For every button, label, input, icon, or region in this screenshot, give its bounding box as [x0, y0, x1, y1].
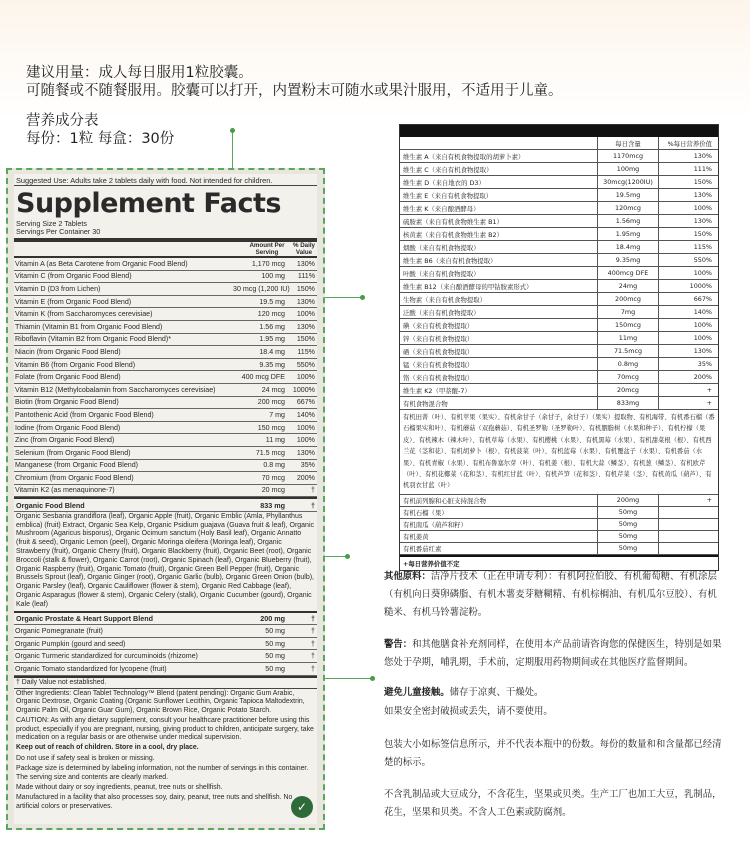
nutrient-dv: 150%	[693, 230, 712, 238]
warning-text: 和其他膳食补充剂同样，在使用本产品前请咨询您的保健医生，特别是如果您处于孕期，哺乳期，手术前，定期服用药物期间或在其他医疗监督期间。	[384, 639, 722, 668]
table-row	[400, 202, 718, 215]
nutrient-amount: 50 mg	[265, 652, 285, 661]
made-without-text: Made without dairy or soy ingredients, peanut, tree nuts or shellfish.	[16, 784, 223, 792]
keep-out-text: Keep out of reach of children. Store in a cool, dry place.	[16, 744, 199, 752]
nutrient-amount: 7 mg	[269, 410, 285, 419]
nutrient-amount: 9.35mg	[598, 254, 659, 266]
nutrient-dv: 140%	[296, 410, 315, 419]
other-ingredients: Other Ingredients: Clean Tablet Technology™ Blend (patent pending): Organic Gum Arabic, Organic Dextrose, Organic Coating (Organic Sunflower Lecithin, Organic Tapioca Maltodextrin, Organic Palm Oil, Organic Guar Gum), Organic Brown Rice, Organic Potato Starch.	[14, 688, 317, 716]
table-top-bar	[400, 125, 718, 137]
nutrient-dv: †	[311, 627, 315, 636]
nutrient-name: Organic Pomegranate (fruit)	[15, 627, 103, 636]
nutrient-name: Pantothenic Acid (from Organic Food Blend)	[15, 410, 154, 419]
serving-size: Serving Size 2 Tablets	[16, 219, 87, 228]
nutrient-amount: 71.5mcg	[598, 345, 659, 357]
serving-info: 每份：1粒 每盒：30份	[26, 131, 175, 147]
nutrient-amount: 50 mg	[265, 664, 285, 673]
nutrient-name: 有机食物混合物	[400, 397, 598, 409]
nutrient-name: 泛酸（来自有机食物提取）	[400, 306, 598, 318]
nutrient-name: Organic Tomato standardized for lycopene (fruit)	[15, 664, 167, 673]
nutrient-amount: 20 mcg	[261, 486, 285, 495]
nutrient-dv: 1000%	[689, 282, 712, 290]
supplement-label-photo	[6, 168, 325, 830]
nutrient-dv: 100%	[693, 204, 712, 212]
nutrient-name: Vitamin K (from Saccharomyces cerevisiae)	[15, 310, 153, 319]
nutrient-name: 生物素（来自有机食物提取）	[400, 293, 598, 305]
nutrient-amount: 1.56 mg	[259, 322, 285, 331]
table-row	[400, 306, 718, 319]
supplement-facts-title: Supplement Facts	[16, 188, 281, 219]
table-sub-rows	[400, 495, 718, 555]
food-blend-ingredients: Organic Sesbania grandiflora (leaf), Organic Apple (fruit), Organic Emblic (Amla, Phyllanthus emblica) (fruit) Extract, Organic Sea Kelp, Organic Psidium guajava (Guava fruit & leaf), Organic Mushroom (Agaricus bisporus), Organic Ocimum sanctum (Holy Basil leaf), Organic Annatto (fruit & seed), Organic Lemon (peel), Organic Moringa oleifera (Moringa leaf), Organic Strawberry (fruit), Organic Cherry (fruit), Organic Blackberry (fruit), Organic Beet (root), Organic Broccoli (stalk & flower), Organic Carrot (root), Organic Spinach (leaf), Organic Blueberry (fruit), Organic Raspberry (fruit), Organic Tomato (fruit), Organic Green Bell Pepper (fruit), Organic Brussels Sprout (leaf), Organic Ginger (root), Organic Garlic (bulb), Organic Green Onion (bulb), Organic Parsley (leaf), Organic Cauliflower (flower & stem), Organic Red Cabbage (leaf), Organic Asparagus (flower & stem), Organic Celery (stalk), Organic Cucumber (gourd), Organic Kale (leaf)	[16, 512, 315, 608]
table-row	[14, 271, 317, 284]
nutrient-name: 烟酸（来自有机食物提取）	[400, 241, 598, 253]
nutrient-dv: +	[706, 399, 712, 407]
nutrient-dv: 667%	[296, 398, 315, 407]
nutrient-dv: 35%	[697, 360, 712, 368]
nutrient-dv: 111%	[693, 165, 712, 173]
food-blend-row	[14, 497, 317, 512]
table-row	[400, 345, 718, 358]
table-row	[400, 384, 718, 397]
nutrient-name: Chromium (from Organic Food Blend)	[15, 473, 134, 482]
table-row	[400, 189, 718, 202]
nutrient-name: 锌（来自有机食物提取）	[400, 332, 598, 344]
nutrient-dv: 100%	[296, 373, 315, 382]
nutrient-dv: 667%	[693, 295, 712, 303]
nutrient-amount: 71.5 mcg	[255, 448, 285, 457]
nutrient-name: 有机姜黄	[400, 531, 598, 542]
nutrient-name: 维生素 K2（甲萘醌-7）	[400, 384, 598, 396]
nutrient-amount: 120 mcg	[257, 310, 285, 319]
table-row	[14, 346, 317, 359]
nutrient-amount: 0.8mg	[598, 358, 659, 370]
nutrient-name: 铬（来自有机食物提取）	[400, 371, 598, 383]
package-paragraph: 包装大小如标签信息所示，并不代表本瓶中的份数。每份的数量和和含量都已经清楚的标示。	[384, 739, 722, 768]
table-row	[14, 638, 317, 651]
nutrient-dv: 150%	[693, 178, 712, 186]
nutrient-amount: 1.95mg	[598, 228, 659, 240]
nutrient-dv: 550%	[693, 256, 712, 264]
table-row	[14, 422, 317, 435]
nutrient-amount: 11 mg	[265, 436, 285, 445]
nutrient-name: 维生素 B12（来自酿酒酵母的甲钴胺素形式）	[400, 280, 598, 292]
caution-text: CAUTION: As with any dietary supplement, consult your healthcare practitioner before using this product, especially if you are pregnant, nursing, giving product to children, anticipate surgery, take medication on a regular basis or are otherwise under medical supervision.	[16, 717, 314, 742]
supplement-facts-panel	[14, 174, 317, 824]
table-row	[14, 359, 317, 372]
table-row	[14, 472, 317, 485]
nutrient-name: 锰（来自有机食物提取）	[400, 358, 598, 370]
nutrient-dv: 130%	[693, 191, 712, 199]
food-blend-amount: 833 mg	[260, 500, 285, 510]
food-blend-name: Organic Food Blend	[16, 500, 85, 510]
table-row	[14, 409, 317, 422]
nutrient-name: Vitamin C (from Organic Food Blend)	[15, 272, 132, 281]
nutrient-name: Organic Turmeric standardized for curcuminoids (rhizome)	[15, 652, 198, 661]
nutrient-dv: +	[706, 386, 712, 394]
table-row	[14, 625, 317, 638]
nutrient-name: 维生素 K（来自酿酒酵母）	[400, 202, 598, 214]
storage-text: 储存于凉爽、干燥处。	[449, 687, 544, 698]
nutrient-name: Vitamin B12 (Methylcobalamin from Saccharomyces cerevisiae)	[15, 385, 216, 394]
nutrient-name: 维生素 B6（来自有机食物提取）	[400, 254, 598, 266]
nutrient-name: 有机南瓜（葫芦和籽）	[400, 519, 598, 530]
nutrient-dv: †	[311, 652, 315, 661]
other-ingredients-text: 洁净片技术（正在申请专利）：有机阿拉伯胶、有机葡萄糖、有机涂层（有机向日葵卵磷脂、有机木薯麦芽糖糊精、有机棕榈油、有机瓜尔豆胶）、有机糙米、有机马铃薯淀粉。	[384, 571, 717, 618]
nutrient-dv: 200%	[296, 473, 315, 482]
nutrient-name: Folate (from Organic Food Blend)	[15, 373, 121, 382]
connector-dot	[360, 295, 365, 300]
table-rows	[400, 150, 718, 410]
amount-header: 每日含量	[598, 137, 659, 149]
nutrient-amount: 150mcg	[598, 319, 659, 331]
nutrient-dv: 150%	[296, 284, 315, 293]
nutrient-dv: 100%	[693, 321, 712, 329]
table-row	[400, 319, 718, 332]
table-row	[400, 543, 718, 555]
usage-line-2: 可随餐或不随餐服用。胶囊可以打开，内置粉末可随水或果汁服用，不适用于儿童。	[26, 83, 563, 99]
table-row	[400, 332, 718, 345]
table-row	[400, 495, 718, 507]
prostate-blend-name: Organic Prostate & Heart Support Blend	[16, 613, 153, 623]
label-table-header	[14, 242, 317, 258]
table-row	[14, 296, 317, 309]
nutrient-dv: 130%	[296, 448, 315, 457]
table-row	[14, 460, 317, 473]
nutrition-title: 营养成分表	[26, 113, 99, 129]
nutrient-dv: 130%	[693, 152, 712, 160]
nutrient-dv: 130%	[296, 259, 315, 268]
nutrient-name: 硫胺素（来自有机食物维生素 B1）	[400, 215, 598, 227]
nutrient-amount: 50 mg	[265, 627, 285, 636]
nutrient-amount: 150 mcg	[257, 423, 285, 432]
food-mix-ingredients: 有机田菁（叶）、有机苹果（果实）、有机余甘子（余甘子，余甘子）（果实）提取物、有机海带、有机番石榴（番石榴果实和叶）、有机蘑菇（双孢蘑菇）、有机圣罗勒（圣罗勒叶）、有机胭脂树（水果和种子）、有机柠檬（果皮）、有机辣木（辣木叶）、有机草莓（水果）、有机樱桃（水果）、有机黑莓（水果）、有机甜菜根（根）、有机西兰花（茎和花）、有机胡萝卜（根）、有机菠菜（叶）、有机蓝莓（水果）、有机覆盆子（水果）、有机番茄（水果）、有机青椒（水果）、有机布鲁塞尔芽（叶）、有机姜（根）、有机大蒜（鳞茎）、有机葱（鳞茎）、有机欧芹（叶）、有机花椰菜（花和茎）、有机红甘蓝（叶）、有机芦笋（花和茎）、有机芹菜（茎）、有机黄瓜（葫芦）、有机羽衣甘蓝（叶）	[400, 410, 718, 495]
table-row	[400, 397, 718, 410]
nutrient-name: 叶酸（来自有机食物提取）	[400, 267, 598, 279]
nutrient-name: Thiamin (Vitamin B1 from Organic Food Blend)	[15, 322, 163, 331]
nutrient-name: Iodine (from Organic Food Blend)	[15, 423, 121, 432]
chinese-nutrition-table	[399, 124, 719, 571]
prostate-blend-dv: †	[311, 613, 315, 623]
nutrient-amount: 400mcg DFE	[598, 267, 659, 279]
warning-label: 警告：	[384, 639, 413, 650]
table-row	[400, 254, 718, 267]
table-row	[14, 434, 317, 447]
nutrient-name: 硒（来自有机食物提取）	[400, 345, 598, 357]
prostate-blend-rows	[14, 625, 317, 675]
other-ingredients-paragraph	[384, 568, 724, 622]
usage-line-1: 建议用量：成人每日服用1粒胶囊。	[26, 65, 253, 81]
nutrient-amount: 50mg	[598, 531, 659, 542]
table-row	[14, 283, 317, 296]
nutrient-name: Biotin (from Organic Food Blend)	[15, 398, 119, 407]
nutrient-name: Vitamin D (D3 from Lichen)	[15, 284, 101, 293]
prostate-blend-row	[14, 611, 317, 626]
table-row	[400, 293, 718, 306]
nutrient-name: 维生素 C（来自有机食物提取）	[400, 163, 598, 175]
nutrient-amount: 7mg	[598, 306, 659, 318]
nutrient-name: Vitamin A (as Beta Carotene from Organic Food Blend)	[15, 259, 188, 268]
nutrient-dv: 550%	[296, 360, 315, 369]
nutrient-amount: 1.95 mg	[259, 335, 285, 344]
table-row	[400, 176, 718, 189]
nutrient-amount: 18.4 mg	[259, 347, 285, 356]
table-row	[400, 228, 718, 241]
table-footnote: +每日营养价值不定	[400, 555, 718, 570]
nutrient-name: Manganese (from Organic Food Blend)	[15, 461, 139, 470]
nutrient-dv: 115%	[693, 243, 712, 251]
nutrient-dv: 150%	[296, 335, 315, 344]
nutrient-amount: 50mg	[598, 519, 659, 530]
nutrient-dv: 100%	[693, 334, 712, 342]
nutrient-amount: 18.4mg	[598, 241, 659, 253]
nutrient-name: 有机石榴（果）	[400, 507, 598, 518]
dv-header: %每日营养价值	[667, 139, 712, 148]
table-row	[400, 507, 718, 519]
seal-text: Do not use if safety seal is broken or missing.	[16, 754, 155, 762]
nutrient-name: 碘（来自有机食物提取）	[400, 319, 598, 331]
nutrient-name: 有机前列腺和心脏支持混合物	[400, 495, 598, 506]
food-blend-dv: †	[311, 500, 315, 510]
allergen-paragraph: 不含乳制品或大豆成分，不含花生，坚果或贝类。生产工厂也加工大豆，乳制品，花生，坚果和贝类。不含人工色素或防腐剂。	[384, 789, 722, 818]
nutrient-dv: †	[311, 486, 315, 495]
nutrient-amount: 200 mcg	[257, 398, 285, 407]
table-row	[14, 321, 317, 334]
table-row	[14, 308, 317, 321]
nutrient-amount: 30mcg(1200IU)	[598, 176, 659, 188]
nutrient-name: 有机番茄红素	[400, 543, 598, 554]
nutrient-dv: 100%	[296, 310, 315, 319]
connector-dot	[345, 554, 350, 559]
storage-paragraph	[384, 684, 724, 702]
nutrient-name: Zinc (from Organic Food Blend)	[15, 436, 115, 445]
table-row	[14, 650, 317, 663]
nutrient-amount: 11mg	[598, 332, 659, 344]
nutrient-amount: 1.56mg	[598, 215, 659, 227]
nutrient-amount: 9.35 mg	[259, 360, 285, 369]
table-row	[14, 371, 317, 384]
nutrient-amount: 70mcg	[598, 371, 659, 383]
nutrient-dv: 35%	[300, 461, 315, 470]
suggested-use: Suggested Use: Adults take 2 tablets daily with food. Not intended for children.	[14, 174, 317, 186]
other-ingredients-label: 其他原料：	[384, 571, 431, 582]
table-row	[14, 397, 317, 410]
nutrient-dv: 100%	[693, 269, 712, 277]
nutrient-dv: 130%	[296, 297, 315, 306]
table-row	[400, 163, 718, 176]
nutrient-name: Niacin (from Organic Food Blend)	[15, 347, 121, 356]
table-row	[400, 519, 718, 531]
dv-note: † Daily Value not established.	[14, 676, 317, 688]
warning-paragraph	[384, 636, 724, 672]
nutrient-dv: 140%	[693, 308, 712, 316]
nutrient-amount: 120mcg	[598, 202, 659, 214]
connector-dot	[370, 676, 375, 681]
nutrient-name: 核黄素（来自有机食物维生素 B2）	[400, 228, 598, 240]
table-row	[14, 258, 317, 271]
nutrient-dv: 130%	[693, 347, 712, 355]
nutrient-dv: 100%	[296, 423, 315, 432]
table-row	[14, 447, 317, 460]
usage-instructions	[26, 64, 563, 100]
table-row	[400, 241, 718, 254]
children-label: 避免儿童接触。	[384, 687, 450, 698]
nutrient-dv: †	[311, 639, 315, 648]
nutrient-amount: 50 mg	[265, 639, 285, 648]
nutrient-dv: 115%	[297, 347, 315, 356]
table-row	[400, 215, 718, 228]
nutrient-name: Vitamin B6 (from Organic Food Blend)	[15, 360, 136, 369]
nutrient-dv: 1000%	[292, 385, 315, 394]
nutrient-amount: 400 mcg DFE	[241, 373, 285, 382]
nutrient-amount: 20mcg	[598, 384, 659, 396]
nutrient-dv: 200%	[693, 373, 712, 381]
nutrient-dv: +	[706, 496, 712, 505]
nutrition-heading	[26, 112, 174, 148]
nutrient-name: Vitamin K2 (as menaquinone-7)	[15, 486, 115, 495]
nutrient-amount: 19.5 mg	[259, 297, 285, 306]
nutrient-amount: 200mg	[598, 495, 659, 506]
table-row	[400, 280, 718, 293]
nutrient-name: Selenium (from Organic Food Blend)	[15, 448, 131, 457]
nutrient-amount: 24 mcg	[261, 385, 285, 394]
nutrient-amount: 200mcg	[598, 293, 659, 305]
table-row	[14, 663, 317, 676]
servings-per-container: Servings Per Container 30	[16, 227, 101, 236]
nutrient-dv: 130%	[693, 217, 712, 225]
dv-header: % Daily Value	[292, 242, 315, 256]
table-row	[400, 267, 718, 280]
nutrient-amount: 19.5mg	[598, 189, 659, 201]
table-row	[400, 150, 718, 163]
nutrient-dv: 130%	[296, 322, 315, 331]
nutrient-amount: 70 mcg	[261, 473, 285, 482]
seal-paragraph: 如果安全密封破损或丢失，请不要使用。	[384, 706, 553, 717]
facility-text: Manufactured in a facility that also processes soy, dairy, peanut, tree nuts and shellfish. No artificial colors or preservatives.	[16, 794, 293, 810]
nutrient-name: Organic Pumpkin (gourd and seed)	[15, 639, 126, 648]
nutrient-dv: 111%	[297, 272, 315, 281]
table-row	[400, 531, 718, 543]
table-row	[14, 485, 317, 498]
serving-block	[14, 220, 317, 242]
nutrient-amount: 30 mcg (1,200 IU)	[233, 284, 290, 293]
vegetarian-badge-icon: ✓	[291, 796, 313, 818]
nutrient-amount: 1170mcg	[598, 150, 659, 162]
nutrient-name: 维生素 D（来自地衣的 D3）	[400, 176, 598, 188]
nutrient-name: 维生素 A（来自有机食物提取的胡萝卜素）	[400, 150, 598, 162]
amount-header: Amount Per Serving	[249, 242, 285, 256]
nutrient-dv: †	[311, 664, 315, 673]
nutrient-amount: 1,170 mcg	[251, 259, 285, 268]
nutrient-amount: 24mg	[598, 280, 659, 292]
nutrient-amount: 100 mg	[261, 272, 285, 281]
nutrient-amount: 0.8 mg	[263, 461, 285, 470]
nutrient-name: Vitamin E (from Organic Food Blend)	[15, 297, 132, 306]
table-row	[14, 334, 317, 347]
nutrient-amount: 50mg	[598, 543, 659, 554]
nutrient-name: 维生素 E（来自有机食物提取）	[400, 189, 598, 201]
table-row	[400, 371, 718, 384]
prostate-blend-amount: 200 mg	[260, 613, 285, 623]
connector-line	[232, 128, 233, 168]
table-row	[400, 358, 718, 371]
nutrient-name: Riboflavin (Vitamin B2 from Organic Food Blend)*	[15, 335, 172, 344]
table-header-row	[400, 137, 718, 150]
nutrient-amount: 50mg	[598, 507, 659, 518]
nutrient-dv: 100%	[296, 436, 315, 445]
connector-dot	[230, 128, 235, 133]
package-text: Package size is determined by labeling information, not the number of servings in this container. The serving size and contents are clearly marked.	[16, 765, 309, 781]
nutrient-amount: 100mg	[598, 163, 659, 175]
table-row	[14, 384, 317, 397]
label-nutrient-rows	[14, 258, 317, 497]
nutrient-amount: 833mg	[598, 397, 659, 409]
